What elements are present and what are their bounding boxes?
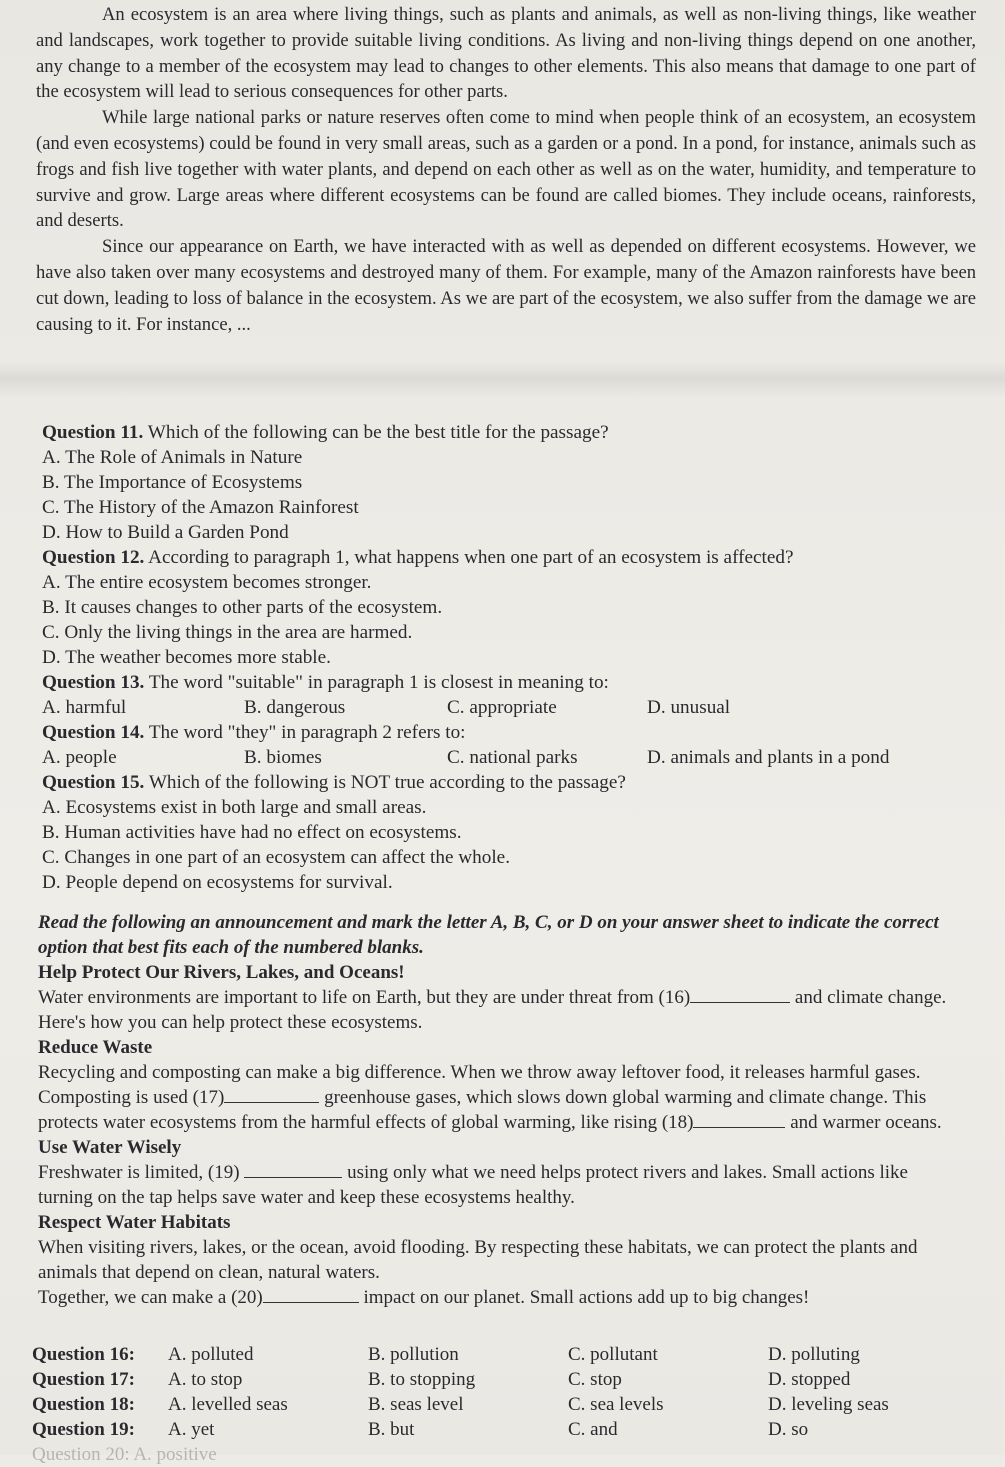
answer-19-option-b: B. but [368, 1419, 415, 1440]
answer-19-option-a: A. yet [168, 1419, 215, 1440]
section-reduce-waste [38, 1060, 948, 1135]
paper-fold-shadow [0, 362, 1005, 398]
closing-text-b: impact on our planet. Small actions add up to big changes! [363, 1287, 810, 1308]
intro-text-b: and climate change. Here's how you can help protect these ecosystems. [38, 987, 947, 1033]
q12-option-d: D. The weather becomes more stable. [42, 647, 331, 668]
question-15 [42, 770, 972, 795]
q12-option-c: C. Only the living things in the area are harmed. [42, 622, 413, 643]
reading-passage [36, 2, 976, 337]
q13-option-b: B. dangerous [244, 697, 346, 718]
blank-19 [244, 1161, 342, 1178]
q11-option-d: D. How to Build a Garden Pond [42, 522, 289, 543]
question-13 [42, 670, 972, 695]
intro-text-a: Water environments are important to life on Earth, but they are under threat from (16) [38, 987, 691, 1008]
question-12 [42, 545, 972, 570]
q14-option-b: B. biomes [244, 747, 322, 768]
answer-18-option-b: B. seas level [368, 1394, 464, 1415]
announcement-title: Help Protect Our Rivers, Lakes, and Oceans! [38, 962, 405, 983]
paragraph-2: While large national parks or nature reserves often come to mind when people think of an ecosystem, an ecosystem (and even ecosystems) could be found in very small areas, such as a garden or a pond. In a pond, for instance, animals such as frogs and fish live together with water plants, and depend on each other as well as on the water, humidity, and temperature to survive and grow. Large areas where different ecosystems can be found are called biomes. They include oceans, rainforests, and deserts. [36, 107, 976, 232]
q11-option-c: C. The History of the Amazon Rainforest [42, 497, 359, 518]
answer-row-20-cutoff: Question 20: A. positive [32, 1444, 217, 1465]
question-11-stem: Which of the following can be the best title for the passage? [147, 422, 609, 443]
q11-option-a: A. The Role of Animals in Nature [42, 447, 303, 468]
heading-reduce-waste: Reduce Waste [38, 1037, 153, 1058]
answer-19-option-d: D. so [768, 1419, 809, 1440]
paragraph-1: An ecosystem is an area where living things, such as plants and animals, as well as non-living things, like weather and landscapes, work together to provide suitable living conditions. As living and non-living things depend on one another, any change to a member of the ecosystem may lead to changes to other elements. This also means that damage to one part of the ecosystem will lead to serious consequences for other parts. [36, 4, 976, 103]
q11-option-b: B. The Importance of Ecosystems [42, 472, 303, 493]
answer-17-option-c: C. stop [568, 1369, 622, 1390]
reduce-waste-text-b: greenhouse gases, which slows down global warming and climate change. This protects water ecosystems from the harmful effects of global warming, like rising (18) [38, 1087, 927, 1133]
q12-option-a: A. The entire ecosystem becomes stronger. [42, 572, 372, 593]
answer-row-16 [32, 1342, 982, 1367]
question-12-label: Question 12. [42, 547, 145, 568]
answer-18-option-a: A. levelled seas [168, 1394, 288, 1415]
q15-option-a: A. Ecosystems exist in both large and small areas. [42, 797, 427, 818]
question-14 [42, 720, 972, 745]
answer-16-label: Question 16: [32, 1344, 135, 1365]
answer-row-17 [32, 1367, 982, 1392]
answer-18-option-c: C. sea levels [568, 1394, 664, 1415]
q13-options-row [42, 695, 972, 720]
answer-17-option-b: B. to stopping [368, 1369, 476, 1390]
q14-option-d: D. animals and plants in a pond [647, 747, 890, 768]
question-13-stem: The word "suitable" in paragraph 1 is closest in meaning to: [148, 672, 609, 693]
q15-option-b: B. Human activities have had no effect on ecosystems. [42, 822, 462, 843]
answer-19-option-c: C. and [568, 1419, 618, 1440]
answer-16-option-c: C. pollutant [568, 1344, 658, 1365]
q13-option-a: A. harmful [42, 697, 127, 718]
announcement-section [38, 910, 948, 1310]
answer-16-option-b: B. pollution [368, 1344, 459, 1365]
question-11-label: Question 11. [42, 422, 144, 443]
question-12-stem: According to paragraph 1, what happens when one part of an ecosystem is affected? [148, 547, 794, 568]
heading-use-water-wisely: Use Water Wisely [38, 1137, 182, 1158]
blank-20 [263, 1286, 359, 1303]
q13-option-d: D. unusual [647, 697, 731, 718]
answer-16-option-a: A. polluted [168, 1344, 254, 1365]
answer-row-18 [32, 1392, 982, 1417]
q13-option-c: C. appropriate [447, 697, 557, 718]
q14-option-c: C. national parks [447, 747, 578, 768]
closing-text-a: Together, we can make a (20) [38, 1287, 263, 1308]
question-14-label: Question 14. [42, 722, 145, 743]
question-15-label: Question 15. [42, 772, 145, 793]
paragraph-3: Since our appearance on Earth, we have interacted with as well as depended on different ecosystems. However, we have also taken over many ecosystems and destroyed many of them. For example, many of the Amazon rainforests have been cut down, leading to loss of balance in the ecosystem. As we are part of the ecosystem, we also suffer from the damage we are causing to it. For instance, ... [36, 236, 976, 335]
answer-options [32, 1342, 982, 1467]
question-block [42, 420, 972, 895]
blank-18 [693, 1111, 785, 1128]
q14-options-row [42, 745, 972, 770]
blank-16 [690, 986, 790, 1003]
section-use-water-wisely [38, 1160, 948, 1210]
answer-17-label: Question 17: [32, 1369, 135, 1390]
answer-row-19 [32, 1417, 982, 1442]
q12-option-b: B. It causes changes to other parts of the ecosystem. [42, 597, 443, 618]
reduce-waste-text-a: Recycling and composting can make a big difference. When we throw away leftover food, it releases harmful gases. Composting is used (17) [38, 1062, 921, 1108]
q15-option-c: C. Changes in one part of an ecosystem can affect the whole. [42, 847, 510, 868]
answer-16-option-d: D. polluting [768, 1344, 860, 1365]
answer-18-label: Question 18: [32, 1394, 135, 1415]
answer-17-option-a: A. to stop [168, 1369, 243, 1390]
q15-option-d: D. People depend on ecosystems for survival. [42, 872, 393, 893]
water-wisely-text-a: Freshwater is limited, (19) [38, 1162, 240, 1183]
answer-19-label: Question 19: [32, 1419, 135, 1440]
question-14-stem: The word "they" in paragraph 2 refers to: [148, 722, 466, 743]
announcement-closing [38, 1285, 948, 1310]
blank-17 [224, 1086, 319, 1103]
q14-option-a: A. people [42, 747, 117, 768]
section-respect-habitats: When visiting rivers, lakes, or the ocean, avoid flooding. By respecting these habitats, we can protect the plants and animals that depend on clean, natural waters. [38, 1237, 918, 1283]
answer-18-option-d: D. leveling seas [768, 1394, 889, 1415]
reduce-waste-text-c: and warmer oceans. [790, 1112, 942, 1133]
water-wisely-text-b: using only what we need helps protect rivers and lakes. Small actions like turning on the tap helps save water and keep these ecosystems healthy. [38, 1162, 908, 1208]
question-15-stem: Which of the following is NOT true according to the passage? [148, 772, 626, 793]
answer-17-option-d: D. stopped [768, 1369, 851, 1390]
question-13-label: Question 13. [42, 672, 145, 693]
announcement-intro [38, 985, 948, 1035]
heading-respect-habitats: Respect Water Habitats [38, 1212, 231, 1233]
question-11 [42, 420, 972, 445]
instruction-text: Read the following an announcement and mark the letter A, B, C, or D on your answer sheet to indicate the correct option that best fits each of the numbered blanks. [38, 912, 939, 958]
